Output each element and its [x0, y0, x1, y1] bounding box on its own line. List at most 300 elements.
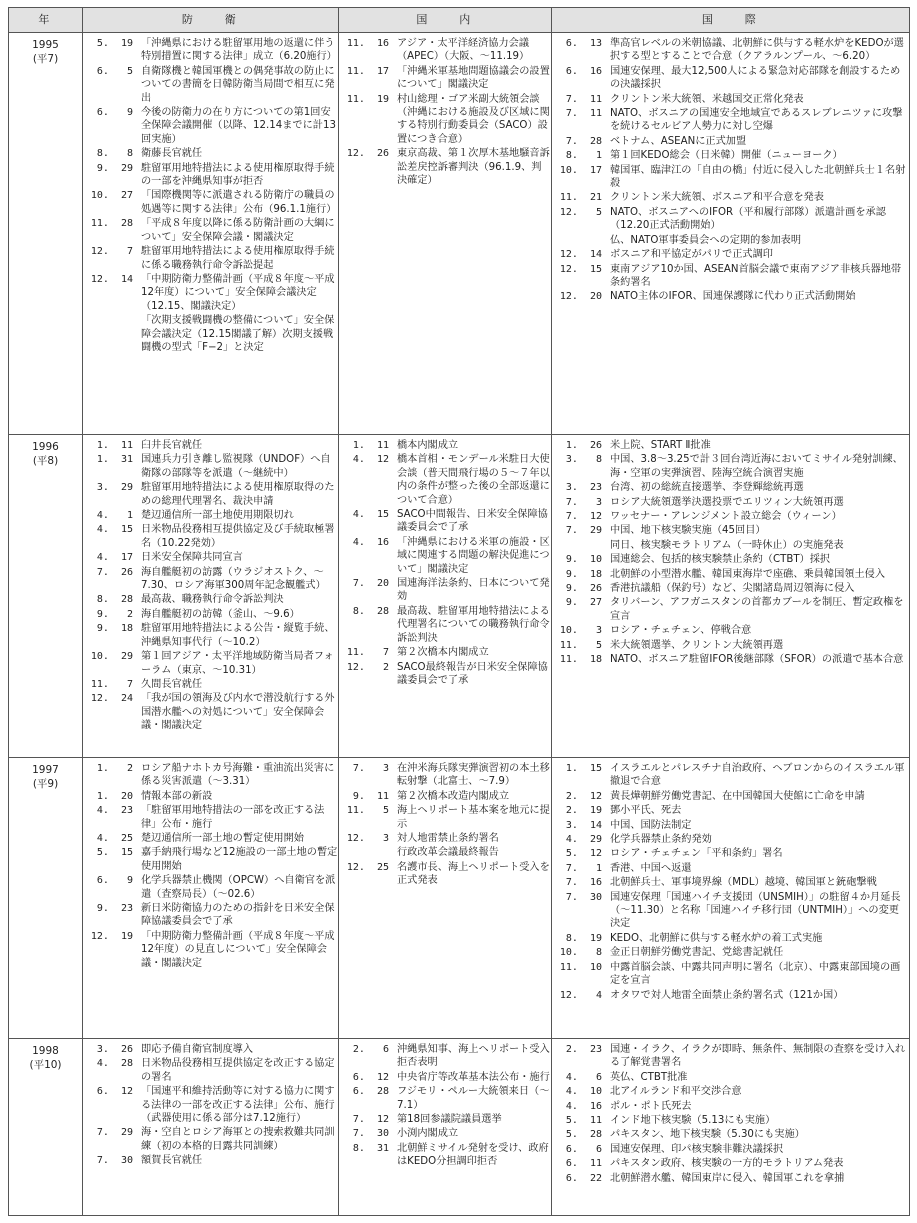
- defense-cell: [83, 758, 339, 1039]
- event-entry: [552, 439, 909, 452]
- event-entry: [339, 846, 551, 859]
- event-entry: [552, 135, 909, 148]
- event-text: 米大統領選挙、クリントン大統領再選: [610, 639, 784, 651]
- event-date: 4. 16: [352, 536, 389, 548]
- event-text: 米上院、START Ⅱ批准: [610, 440, 711, 451]
- event-date: 2. 6: [352, 1044, 389, 1055]
- event-text: 日米物品役務相互提供協定を改正する協定の署名: [141, 1058, 335, 1083]
- event-text: 金正日朝鮮労働党書記、党総書記就任: [610, 947, 784, 959]
- event-entry: [83, 217, 338, 244]
- event-text: 国連安保理「国連ハイチ支援団（UNSMIH）」の駐留４か月延長（～11.30）と名称「国連ハイチ移行団（UNTMIH）」への変更決定: [610, 891, 901, 930]
- event-date: 12. 19: [90, 930, 133, 942]
- event-date: 7. 30: [565, 891, 602, 903]
- event-text: 第18回参議院議員選挙: [397, 1114, 502, 1126]
- event-date: 1. 15: [565, 763, 602, 774]
- event-text: 第２次橋本改造内閣成立: [397, 790, 510, 802]
- event-text: 小渕内閣成立: [397, 1128, 459, 1140]
- event-date: 6. 28: [352, 1086, 389, 1098]
- event-entry: [552, 290, 909, 303]
- event-text: 国連兵力引き離し監視隊（UNDOF）へ自衛隊の部隊等を派遣（～継続中）: [141, 454, 331, 479]
- event-entry: [552, 932, 909, 945]
- event-text: 第２次橋本内閣成立: [397, 647, 489, 659]
- event-entry: [552, 248, 909, 261]
- event-date: 6. 12: [352, 1071, 389, 1083]
- event-date: 9. 11: [352, 790, 389, 802]
- event-entry: [83, 481, 338, 508]
- event-entry: [552, 234, 909, 247]
- event-entry: [83, 1085, 338, 1125]
- event-text: SACO中間報告、日米安全保障協議委員会で了承: [397, 509, 548, 534]
- event-text: 海上ヘリポート基本案を地元に提示: [397, 805, 550, 830]
- event-date: 7. 30: [352, 1128, 389, 1140]
- event-text: 東南アジア10か国、ASEAN首脳会議で東南アジア非核兵器地帯条約署名: [610, 263, 902, 288]
- event-date: 7. 28: [565, 135, 602, 147]
- event-text: 橋本首相・モンデール米駐日大使会談（普天間飛行場の５～７年以内の条件が整った後の全部返還について合意）: [397, 454, 550, 506]
- event-text: 今後の防衛力の在り方についての第1回安全保障会議開催（以降、12.14までに計13回実施）: [141, 107, 336, 145]
- event-entry: [552, 553, 909, 566]
- event-text: 北朝鮮兵士、軍事境界線（MDL）越境、韓国軍と銃砲撃戦: [610, 877, 877, 889]
- event-date: 4. 6: [565, 1071, 602, 1083]
- era-label: (平10): [29, 1059, 62, 1071]
- event-text: 橋本内閣成立: [397, 440, 459, 451]
- event-text: 英仏、CTBT批准: [610, 1071, 688, 1083]
- event-text: 新日米防衛協力のための指針を日米安全保障協議委員会で了承: [141, 903, 335, 928]
- year-row: [9, 435, 910, 758]
- event-entry: [552, 164, 909, 191]
- event-text: 国連・イラク、イラクが即時、無条件、無制限の査察を受け入れる了解覚書署名: [610, 1044, 906, 1069]
- event-entry: [339, 37, 551, 64]
- event-date: 4. 23: [96, 805, 133, 817]
- event-date: [552, 539, 610, 552]
- event-entry: [552, 833, 909, 846]
- event-text: 「次期支援戦闘機の整備について」安全保障会議決定（12.15閣議了解）次期支援戦闘機の型式「F−2」と決定: [141, 315, 335, 353]
- event-text: 「中期防衛力整備計画（平成８年度～平成12年度）の見直しについて」安全保障会議・閣議決定: [141, 930, 335, 969]
- event-text: 国連安保理、最大12,500人による緊急対応部隊を創設するための決議採択: [610, 65, 901, 91]
- event-entry: [339, 605, 551, 645]
- event-text: 駐留軍用地特措法による公告・縦覧手続、沖縄県知事代行（～10.2）: [141, 623, 335, 648]
- event-text: 香港、中国へ返還: [610, 862, 692, 874]
- event-date: 4. 12: [352, 454, 389, 466]
- event-entry: [339, 861, 551, 888]
- header-year: 年: [9, 8, 83, 33]
- event-entry: [552, 1114, 909, 1127]
- event-date: 2. 12: [565, 790, 602, 802]
- event-text: 北朝鮮潜水艦、韓国東岸に侵入、韓国軍これを拿捕: [610, 1172, 845, 1184]
- event-entry: [339, 1113, 551, 1126]
- event-entry: [339, 646, 551, 659]
- event-entry: [552, 1128, 909, 1141]
- event-text: 駐留軍用地特措法による使用権原取得手続の一部を沖縄県知事が拒否: [141, 162, 335, 188]
- event-date: 9. 23: [96, 903, 133, 915]
- event-entry: [83, 832, 338, 845]
- event-entry: [552, 539, 909, 552]
- event-date: 7. 29: [96, 1127, 133, 1139]
- event-date: 4. 1: [96, 510, 133, 522]
- event-entry: [552, 1157, 909, 1170]
- event-date: 8. 8: [96, 148, 133, 160]
- event-entry: [83, 509, 338, 522]
- event-date: 1. 11: [96, 440, 133, 451]
- event-date: 6. 9: [96, 875, 133, 887]
- event-date: 4. 16: [565, 1100, 602, 1112]
- event-text: 海自艦艇初の訪露（ウラジオストク、～7.30、ロシア海軍300周年記念観艦式）: [141, 566, 326, 592]
- header-row: [9, 8, 910, 33]
- event-text: 最高裁、駐留軍用地特措法による代理署名についての職務執行命令訴訟判決: [397, 605, 550, 644]
- event-text: 海自艦艇初の訪韓（釜山、～9.6）: [141, 608, 300, 620]
- event-entry: [552, 1071, 909, 1084]
- event-entry: [552, 1143, 909, 1156]
- defense-cell: [83, 1039, 339, 1216]
- event-date: 7. 1: [565, 862, 602, 874]
- international-cell: [552, 1039, 910, 1216]
- event-date: 5. 28: [565, 1129, 602, 1141]
- event-entry: [552, 961, 909, 988]
- event-text: 韓国軍、臨津江の「自由の橋」付近に侵入した北朝鮮兵士１名射殺: [610, 164, 906, 190]
- event-entry: [339, 1071, 551, 1084]
- event-text: 北朝鮮ミサイル発射を受け、政府はKEDO分担調印拒否: [397, 1142, 549, 1168]
- event-date: 8. 31: [352, 1142, 389, 1154]
- year-cell: [9, 435, 83, 758]
- event-text: 北朝鮮の小型潜水艦、韓国東海岸で座礁、乗員韓国領土侵入: [610, 568, 886, 580]
- international-cell: [552, 435, 910, 758]
- event-entry: [552, 946, 909, 959]
- event-entry: [552, 624, 909, 637]
- defense-cell: [83, 33, 339, 435]
- event-entry: [552, 847, 909, 860]
- event-text: 台湾、初の総統直接選挙、李登輝総統再選: [610, 482, 804, 494]
- event-text: ロシア船ナホトカ号海難・重油流出災害に係る災害派遣（～3.31）: [141, 763, 335, 788]
- event-text: 黄長燁朝鮮労働党書記、在中国韓国大使館に亡命を申請: [610, 790, 865, 802]
- event-entry: [552, 149, 909, 162]
- event-entry: [83, 551, 338, 564]
- event-entry: [552, 37, 909, 64]
- event-entry: [339, 832, 551, 845]
- event-date: 3. 26: [96, 1044, 133, 1055]
- event-date: 7. 16: [565, 877, 602, 889]
- event-text: イスラエルとパレスチナ自治政府、ヘブロンからのイスラエル軍撤退で合意: [610, 763, 905, 788]
- event-date: 10. 8: [559, 947, 602, 959]
- event-entry: [339, 147, 551, 187]
- event-entry: [83, 593, 338, 606]
- event-date: 2. 19: [565, 805, 602, 817]
- event-entry: [552, 639, 909, 652]
- event-date: 7. 3: [352, 763, 389, 774]
- event-entry: [83, 523, 338, 550]
- event-date: 8. 28: [352, 605, 389, 617]
- event-entry: [83, 1057, 338, 1084]
- year-cell: [9, 1039, 83, 1216]
- event-text: KEDO、北朝鮮に供与する軽水炉の着工式実施: [610, 932, 823, 944]
- event-text: 「中期防衛力整備計画（平成８年度～平成12年度）について」安全保障会議決定（12.15、閣議決定）: [141, 273, 335, 312]
- event-date: 6. 9: [96, 107, 133, 119]
- event-date: 9. 18: [565, 568, 602, 580]
- era-label: (平8): [32, 455, 59, 467]
- event-date: 12. 2: [346, 661, 389, 673]
- event-entry: [552, 819, 909, 832]
- event-text: ロシア大統領選挙決選投票でエリツィン大統領再選: [610, 496, 844, 508]
- event-text: 「沖縄米軍基地問題協議会の設置について」閣議決定: [397, 65, 550, 91]
- event-entry: [339, 1127, 551, 1140]
- event-text: NATO、ボスニア駐留IFOR後継部隊（SFOR）の派遣で基本合意: [610, 654, 904, 666]
- event-date: 12. 5: [559, 206, 602, 218]
- event-text: 在沖米海兵隊実弾演習初の本土移転射撃（北富士、～7.9）: [397, 763, 550, 788]
- event-date: 10. 3: [559, 625, 602, 637]
- event-entry: [83, 106, 338, 146]
- event-text: 国連安保理、印パ核実験非難決議採択: [610, 1143, 784, 1155]
- event-entry: [83, 804, 338, 831]
- event-entry: [339, 1085, 551, 1112]
- event-text: ベトナム、ASEANに正式加盟: [610, 135, 747, 147]
- event-entry: [552, 107, 909, 134]
- event-text: クリントン米大統領、米越国交正常化発表: [610, 93, 804, 105]
- header-international: 国 際: [552, 8, 910, 33]
- event-text: 衛藤長官就任: [141, 148, 203, 160]
- event-date: 12. 14: [90, 273, 133, 285]
- event-date: 7. 11: [565, 93, 602, 105]
- event-text: 自衛隊機と韓国軍機との偶発事故の防止についての書簡を日韓防衛当局間で相互に発出: [141, 65, 335, 104]
- event-entry: [83, 453, 338, 480]
- event-text: 準高官レベルの米朝協議、北朝鮮に供与する軽水炉をKEDOが選択する型とすることで合意（クアラルンプール、～6.20）: [610, 38, 904, 63]
- event-text: 「沖縄県における米軍の施設・区域に関連する問題の解決促進について」閣議決定: [397, 536, 550, 575]
- year-row: [9, 758, 910, 1039]
- event-date: 4. 15: [96, 524, 133, 536]
- event-text: 「国連平和維持活動等に対する協力に関する法律の一部を改正する法律」公布、施行（武器使用に係る部分は7.12施行）: [141, 1086, 335, 1125]
- event-date: 6. 6: [565, 1143, 602, 1155]
- event-text: 北アイルランド和平交渉合意: [610, 1086, 742, 1098]
- event-date: 6. 13: [565, 38, 602, 49]
- event-text: NATO主体のIFOR、国連保護隊に代わり正式活動開始: [610, 291, 856, 303]
- event-text: 名護市長、海上ヘリポート受入を正式発表: [397, 861, 550, 887]
- event-entry: [552, 1100, 909, 1113]
- chronology-body: [9, 33, 910, 1216]
- event-date: 6. 11: [565, 1158, 602, 1170]
- event-text: 中国、地下核実験実施（45回目）: [610, 525, 766, 537]
- event-entry: [339, 790, 551, 803]
- domestic-cell: [339, 1039, 552, 1216]
- event-text: 中露首脳会談、中露共同声明に署名（北京）、中露東部国境の画定を宣言: [610, 961, 901, 987]
- event-date: 7. 11: [565, 108, 602, 120]
- domestic-cell: [339, 758, 552, 1039]
- event-text: 国連総会、包括的核実験禁止条約（CTBT）採択: [610, 554, 831, 566]
- event-date: 11. 10: [559, 961, 602, 973]
- year-row: [9, 33, 910, 435]
- event-entry: [83, 566, 338, 593]
- event-date: 3. 14: [565, 819, 602, 831]
- event-date: [83, 314, 141, 354]
- event-text: 第１回アジア・太平洋地域防衛当局者フォーラム（東京、～10.31）: [141, 651, 334, 676]
- event-date: 6. 12: [96, 1086, 133, 1098]
- year-row: [9, 1039, 910, 1216]
- event-text: パキスタン政府、核実験の一方的モラトリアム発表: [610, 1158, 844, 1170]
- event-date: 11. 7: [90, 678, 133, 690]
- event-text: 第１回KEDO総会（日米韓）開催（ニューヨーク）: [610, 150, 843, 162]
- event-entry: [83, 189, 338, 216]
- event-entry: [552, 481, 909, 494]
- event-date: 6. 16: [565, 65, 602, 77]
- event-date: 6. 22: [565, 1172, 602, 1184]
- event-date: 8. 28: [96, 594, 133, 606]
- event-date: 11. 7: [346, 647, 389, 659]
- event-date: 11. 21: [559, 192, 602, 204]
- event-date: 4. 15: [352, 509, 389, 521]
- event-text: NATO、ボスニアの国連安全地域宣であるスレブレニツァに攻撃を続けるセルビア人勢力に対し空爆: [610, 108, 903, 133]
- event-text: パキスタン、地下核実験（5.30にも実施）: [610, 1129, 805, 1141]
- event-text: 中国、3.8～3.25で計３回台湾近海においてミサイル発射訓練、海・空軍の実弾演習、陸海空統合演習実施: [610, 454, 903, 479]
- international-cell: [552, 758, 910, 1039]
- event-date: 11. 16: [346, 38, 389, 49]
- event-entry: [552, 876, 909, 889]
- year-label: 1997: [32, 764, 59, 776]
- event-text: 駐留軍用地特措法による使用権原取得のための総理代理署名、裁決申請: [141, 482, 335, 507]
- event-date: 12. 14: [559, 249, 602, 261]
- event-date: 12. 7: [90, 246, 133, 258]
- event-date: 5. 15: [96, 847, 133, 859]
- event-text: ボスニア和平協定がパリで正式調印: [610, 249, 773, 261]
- event-entry: [83, 622, 338, 649]
- event-text: 沖縄県知事、海上ヘリポート受入拒否表明: [397, 1044, 550, 1069]
- event-date: 7. 12: [352, 1114, 389, 1126]
- event-entry: [83, 650, 338, 677]
- event-entry: [83, 314, 338, 354]
- event-date: 11. 5: [559, 639, 602, 651]
- event-entry: [339, 93, 551, 147]
- event-text: ロシア・チェチェン「平和条約」署名: [610, 848, 783, 860]
- event-date: 12. 24: [90, 693, 133, 705]
- event-date: 7. 29: [565, 525, 602, 537]
- event-date: 5. 19: [96, 38, 133, 49]
- event-text: 日米安全保障共同宣言: [141, 552, 243, 564]
- event-entry: [83, 902, 338, 929]
- event-date: 9. 29: [96, 162, 133, 174]
- event-text: 「国際機関等に派遣される防衛庁の職員の処遇等に関する法律」公布（96.1.1施行）: [141, 190, 337, 215]
- event-date: 3. 29: [96, 482, 133, 494]
- event-date: 9. 10: [565, 554, 602, 566]
- event-date: 12. 20: [559, 291, 602, 303]
- event-entry: [552, 1043, 909, 1070]
- event-date: 8. 19: [565, 932, 602, 944]
- year-cell: [9, 33, 83, 435]
- event-date: 11. 28: [90, 218, 133, 230]
- event-date: 7. 30: [96, 1155, 133, 1167]
- header-domestic: 国 内: [339, 8, 552, 33]
- event-entry: [83, 65, 338, 105]
- event-text: 化学兵器禁止条約発効: [610, 834, 712, 846]
- event-text: 楚辺通信所一部土地使用期限切れ: [141, 510, 294, 522]
- event-entry: [552, 93, 909, 106]
- event-text: 「我が国の領海及び内水で潜没航行する外国潜水艦への対処について」安全保障会議・閣議決定: [141, 693, 335, 732]
- event-date: 4. 25: [96, 833, 133, 845]
- event-date: 10. 29: [90, 651, 133, 663]
- event-entry: [552, 1085, 909, 1098]
- event-text: クリントン米大統領、ボスニア和平合意を発表: [610, 192, 824, 204]
- event-entry: [339, 508, 551, 535]
- event-date: [339, 846, 397, 859]
- event-date: 1. 2: [96, 763, 133, 774]
- event-date: [552, 234, 610, 247]
- event-entry: [83, 37, 338, 64]
- era-label: (平9): [32, 778, 59, 790]
- event-text: 久間長官就任: [141, 678, 203, 690]
- event-date: 7. 26: [96, 566, 133, 578]
- event-date: 1. 26: [565, 440, 602, 451]
- event-entry: [83, 162, 338, 189]
- event-entry: [552, 989, 909, 1002]
- event-date: 4. 28: [96, 1058, 133, 1070]
- event-entry: [83, 874, 338, 901]
- event-date: 3. 8: [565, 454, 602, 466]
- event-date: 12. 25: [346, 861, 389, 873]
- event-date: 9. 18: [96, 623, 133, 635]
- event-text: 楚辺通信所一部土地の暫定使用開始: [141, 833, 304, 845]
- international-cell: [552, 33, 910, 435]
- event-text: フジモリ・ペルー大統領来日（～7.1）: [397, 1086, 550, 1111]
- event-text: 額賀長官就任: [141, 1155, 203, 1167]
- event-date: 7. 3: [565, 496, 602, 508]
- event-entry: [83, 1154, 338, 1167]
- event-text: ロシア・チェチェン、停戦合意: [610, 625, 752, 637]
- event-date: 4. 10: [565, 1086, 602, 1098]
- event-entry: [552, 891, 909, 931]
- event-text: 同日、核実験モラトリアム（一時休止）の実施発表: [610, 539, 844, 551]
- event-entry: [83, 930, 338, 970]
- event-entry: [83, 762, 338, 789]
- event-text: 最高裁、職務執行命令訴訟判決: [141, 594, 284, 606]
- event-entry: [552, 191, 909, 204]
- domestic-cell: [339, 33, 552, 435]
- event-text: オタワで対人地雷全面禁止条約署名式（121か国）: [610, 989, 844, 1001]
- event-text: 情報本部の新設: [141, 790, 213, 802]
- domestic-cell: [339, 435, 552, 758]
- event-text: アジア・太平洋経済協力会議（APEC）（大阪、～11.19）: [397, 38, 530, 63]
- event-entry: [552, 653, 909, 666]
- year-label: 1998: [32, 1045, 59, 1057]
- event-date: 2. 23: [565, 1044, 602, 1055]
- event-date: 12. 3: [346, 833, 389, 845]
- event-text: 「平成８年度以降に係る防衛計画の大綱について」安全保障会議・閣議決定: [141, 218, 335, 243]
- event-entry: [83, 790, 338, 803]
- event-entry: [552, 790, 909, 803]
- event-text: 村山総理・ゴア米副大統領会談（沖縄における施設及び区域に関する特別行動委員会（SACO）設置につき合意）: [397, 93, 550, 145]
- event-date: 7. 20: [352, 578, 389, 590]
- event-entry: [552, 65, 909, 92]
- event-entry: [83, 1126, 338, 1153]
- event-text: 臼井長官就任: [141, 440, 203, 451]
- defense-cell: [83, 435, 339, 758]
- event-date: 5. 12: [565, 848, 602, 860]
- event-entry: [552, 510, 909, 523]
- event-date: 5. 11: [565, 1115, 602, 1127]
- event-entry: [83, 245, 338, 272]
- header-defense: 防 衛: [83, 8, 339, 33]
- event-date: 4. 17: [96, 552, 133, 564]
- event-text: NATO、ボスニアへのIFOR（平和履行部隊）派遣計画を承認（12.20正式活動開始）: [610, 206, 886, 232]
- event-date: 11. 17: [346, 65, 389, 77]
- chronology-table: [8, 7, 910, 1216]
- event-entry: [552, 568, 909, 581]
- event-entry: [339, 577, 551, 604]
- event-text: ワッセナー・アレンジメント設立総会（ウィーン）: [610, 511, 842, 523]
- event-entry: [83, 1043, 338, 1056]
- event-date: 10. 27: [90, 190, 133, 202]
- event-entry: [83, 846, 338, 873]
- event-date: 11. 18: [559, 654, 602, 666]
- event-entry: [339, 536, 551, 576]
- event-date: 8. 1: [565, 150, 602, 162]
- event-date: 11. 19: [346, 93, 389, 105]
- event-text: 中央省庁等改革基本法公布・施行: [397, 1071, 550, 1083]
- event-text: 駐留軍用地特措法による使用権原取得手続に係る職務執行命令訴訟提起: [141, 246, 335, 271]
- event-entry: [339, 439, 551, 452]
